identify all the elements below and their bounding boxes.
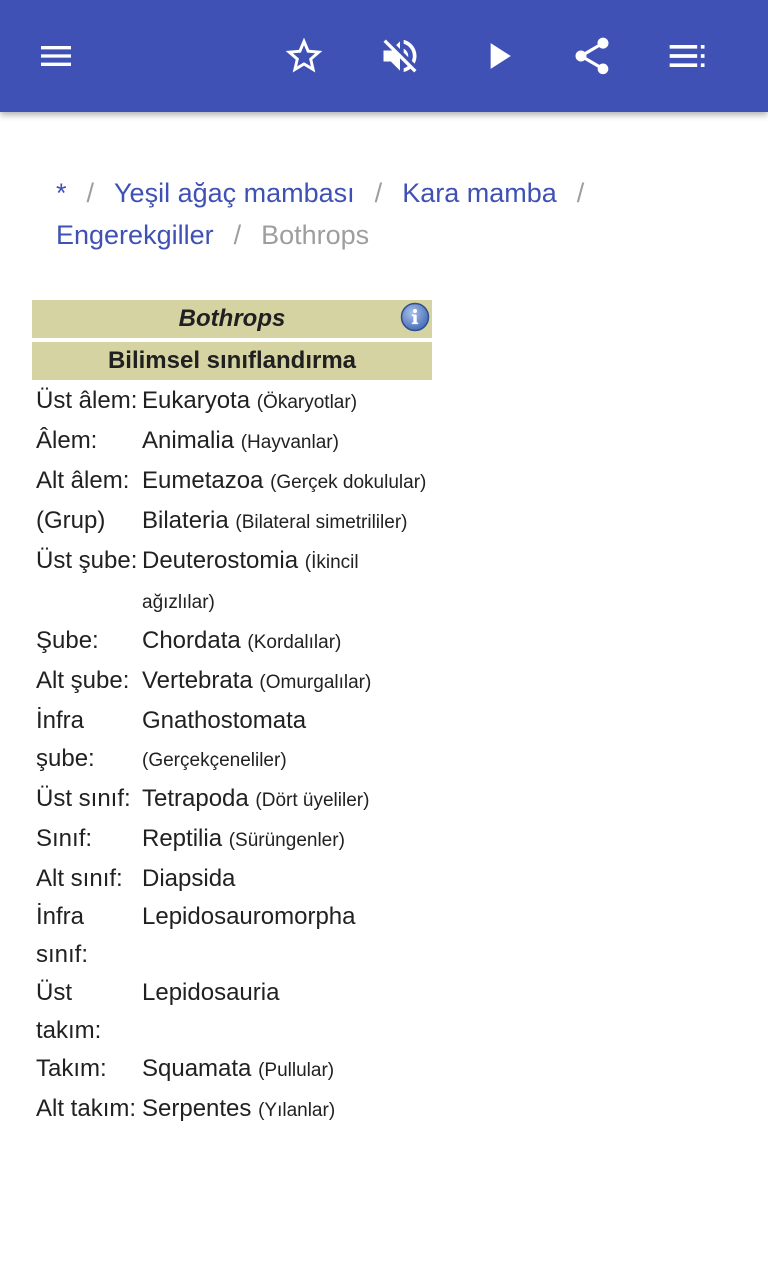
taxon-link[interactable]: Reptilia <box>142 825 223 852</box>
taxobox-rank-label: İnfra şube: <box>36 707 95 772</box>
taxobox-row <box>32 542 432 622</box>
taxon-common-name: (Gerçek dokulular) <box>270 472 427 493</box>
taxobox-row <box>32 820 432 860</box>
taxon-link[interactable]: Eumetazoa <box>142 467 264 494</box>
taxobox-title-text: Bothrops <box>178 305 286 332</box>
breadcrumb-separator: / <box>233 220 242 250</box>
taxon-link[interactable]: Animalia <box>142 427 235 454</box>
taxobox-rank-value <box>142 974 432 1012</box>
taxon-link[interactable]: Bilateria <box>142 507 229 534</box>
taxobox-row <box>32 1090 432 1130</box>
info-icon[interactable] <box>400 302 430 332</box>
taxon-common-name: (Hayvanlar) <box>240 432 339 453</box>
favorite-button[interactable] <box>276 28 332 84</box>
taxobox-rank-value <box>142 1050 432 1090</box>
breadcrumb-link-home[interactable]: * <box>56 178 67 208</box>
taxon-common-name: (Omurgalılar) <box>259 672 372 693</box>
breadcrumb-separator: / <box>86 178 95 208</box>
breadcrumb-link-yesil-agac-mambasi[interactable]: Yeşil ağaç mambası <box>114 178 355 208</box>
taxobox-rank-value <box>142 702 432 780</box>
taxobox-row <box>32 780 432 820</box>
taxobox-rank-label: Takım: <box>36 1055 107 1082</box>
taxon-common-name: (Pullular) <box>258 1060 335 1081</box>
taxon-common-name: (İkincil ağızlılar) <box>142 552 359 613</box>
taxobox-rank-value <box>142 422 432 462</box>
taxobox <box>32 300 432 1130</box>
breadcrumb-link-kara-mamba[interactable]: Kara mamba <box>402 178 557 208</box>
taxobox-rank-label: Üst sınıf: <box>36 785 131 812</box>
taxon-common-name: (Dört üyeliler) <box>255 790 370 811</box>
volume-off-icon <box>378 34 422 78</box>
app-bar <box>0 0 768 112</box>
mute-button[interactable] <box>372 28 428 84</box>
taxon-link[interactable]: Tetrapoda <box>142 785 249 812</box>
breadcrumb-separator: / <box>374 178 383 208</box>
taxon-link[interactable]: Gnathostomata <box>142 707 307 734</box>
taxobox-section-header <box>32 342 432 380</box>
taxobox-rank-value <box>142 622 432 662</box>
taxon-link[interactable]: Squamata <box>142 1055 252 1082</box>
breadcrumb-separator: / <box>576 178 585 208</box>
taxobox-rank-label: Üst âlem: <box>36 387 138 414</box>
taxon-link[interactable]: Eukaryota <box>142 387 251 414</box>
taxobox-rank-label: Sınıf: <box>36 825 93 852</box>
taxon-link[interactable]: Vertebrata <box>142 667 253 694</box>
taxobox-rows <box>32 380 432 1130</box>
taxon-link[interactable]: Lepidosauria <box>142 979 280 1006</box>
contents-button[interactable] <box>660 28 716 84</box>
breadcrumb-link-engerekgiller[interactable]: Engerekgiller <box>56 220 214 250</box>
taxobox-row <box>32 1050 432 1090</box>
taxobox-rank-label: Şube: <box>36 627 99 654</box>
taxobox-rank-value <box>142 542 432 622</box>
taxobox-rank-value <box>142 820 432 860</box>
taxobox-rank-value <box>142 860 432 898</box>
taxobox-row <box>32 382 432 422</box>
taxobox-rank-value <box>142 1090 432 1130</box>
taxon-link[interactable]: Lepidosauromorpha <box>142 903 356 930</box>
taxobox-rank-label: İnfra sınıf: <box>36 903 89 968</box>
breadcrumb-current: Bothrops <box>261 220 370 250</box>
taxon-common-name: (Gerçekçeneliler) <box>142 750 287 771</box>
star-icon <box>282 34 326 78</box>
taxon-common-name: (Sürüngenler) <box>228 830 345 851</box>
taxobox-row <box>32 462 432 502</box>
taxobox-title <box>32 300 432 338</box>
taxon-link[interactable]: Serpentes <box>142 1095 252 1122</box>
taxobox-rank-value <box>142 662 432 702</box>
taxon-link[interactable]: Diapsida <box>142 865 236 892</box>
taxobox-section-text: Bilimsel sınıflandırma <box>107 347 357 374</box>
taxobox-row <box>32 422 432 462</box>
taxobox-row <box>32 502 432 542</box>
taxon-link[interactable]: Chordata <box>142 627 241 654</box>
taxobox-rank-label: Alt şube: <box>36 667 130 694</box>
taxobox-rank-value <box>142 898 432 936</box>
taxobox-rank-label: Üst takım: <box>36 979 102 1044</box>
taxobox-rank-value <box>142 462 432 502</box>
taxobox-rank-value <box>142 382 432 422</box>
taxobox-row <box>32 702 432 780</box>
play-button[interactable] <box>470 28 526 84</box>
taxon-common-name: (Bilateral simetrililer) <box>235 512 408 533</box>
taxon-common-name: (Yılanlar) <box>258 1100 336 1121</box>
taxon-common-name: (Kordalılar) <box>247 632 342 653</box>
play-icon <box>476 34 520 78</box>
taxobox-rank-label: Alt âlem: <box>36 467 130 494</box>
taxobox-rank-label: Üst şube: <box>36 547 138 574</box>
taxobox-row <box>32 860 432 898</box>
taxobox-row <box>32 622 432 662</box>
menu-button[interactable] <box>28 28 84 84</box>
share-icon <box>570 34 614 78</box>
taxobox-rank-label: Alt sınıf: <box>36 865 123 892</box>
playlist-icon <box>666 34 710 78</box>
taxobox-rank-label: Âlem: <box>36 427 98 454</box>
taxobox-row <box>32 898 432 974</box>
menu-icon <box>36 36 76 76</box>
taxon-link[interactable]: Deuterostomia <box>142 547 299 574</box>
taxon-common-name: (Ökaryotlar) <box>256 392 358 413</box>
breadcrumb <box>56 172 736 256</box>
taxobox-rank-label: (Grup) <box>36 507 106 534</box>
taxobox-row <box>32 974 432 1050</box>
taxobox-rank-value <box>142 780 432 820</box>
share-button[interactable] <box>564 28 620 84</box>
taxobox-rank-label: Alt takım: <box>36 1095 137 1122</box>
taxobox-row <box>32 662 432 702</box>
taxobox-rank-value <box>142 502 432 542</box>
